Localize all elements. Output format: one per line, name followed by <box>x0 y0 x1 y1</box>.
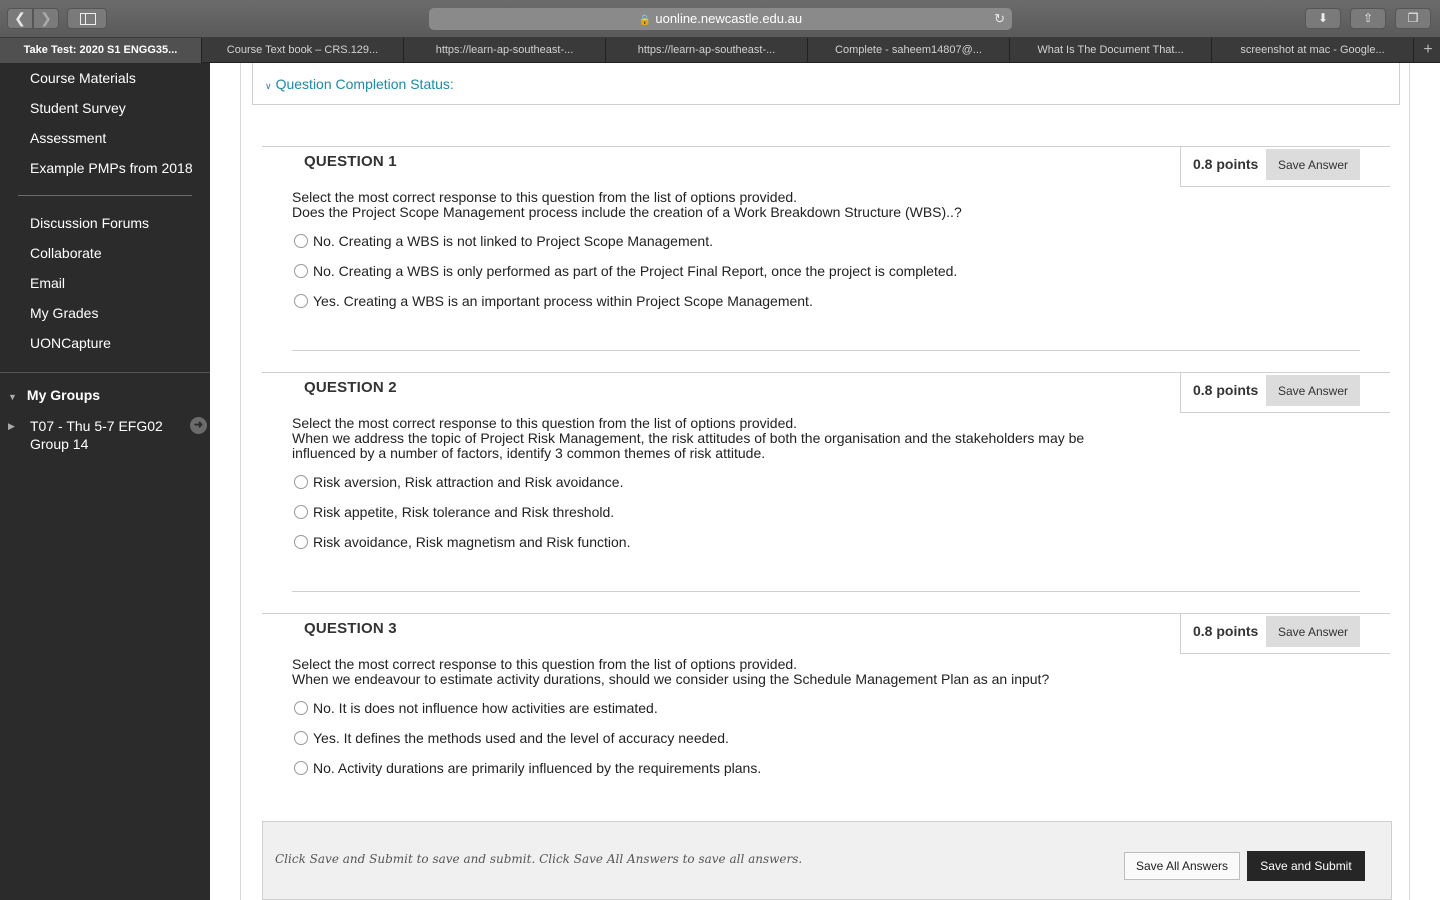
triangle-down-icon: ▼ <box>8 392 17 402</box>
tabs-overview-icon[interactable]: ❐ <box>1395 8 1431 29</box>
answer-option-label: Yes. It defines the methods used and the level of accuracy needed. <box>313 730 729 746</box>
main-content <box>210 63 1440 900</box>
reload-icon[interactable]: ↻ <box>994 11 1005 26</box>
back-icon[interactable]: ❮ <box>7 8 33 29</box>
question-title: QUESTION 2 <box>304 379 397 396</box>
answer-option-label: Risk avoidance, Risk magnetism and Risk function. <box>313 534 631 550</box>
answer-option-label: No. Activity durations are primarily influenced by the requirements plans. <box>313 760 762 776</box>
question-completion-status <box>252 63 1400 105</box>
sidebar-item-collaborate[interactable]: Collaborate <box>30 245 102 261</box>
lock-icon: 🔒 <box>638 15 652 26</box>
question-bottom-divider <box>292 591 1360 592</box>
answer-option-label: No. Creating a WBS is not linked to Project Scope Management. <box>313 233 713 249</box>
radio-button[interactable] <box>294 505 308 519</box>
radio-button[interactable] <box>294 475 308 489</box>
tab-screenshot-google[interactable]: screenshot at mac - Google... <box>1212 38 1414 63</box>
question-text <box>292 657 1092 687</box>
submit-bar <box>262 821 1392 900</box>
radio-button[interactable] <box>294 234 308 248</box>
save-answer-button[interactable]: Save Answer <box>1266 616 1360 647</box>
question-instruction: Select the most correct response to this question from the list of options provided. <box>292 189 798 205</box>
sidebar-item-example-pmps[interactable]: Example PMPs from 2018 <box>30 160 193 176</box>
my-groups-heading[interactable] <box>8 387 100 403</box>
tab-course-text-book[interactable]: Course Text book – CRS.129... <box>202 38 404 63</box>
save-answer-button[interactable]: Save Answer <box>1266 375 1360 406</box>
my-groups-label: My Groups <box>26 387 101 403</box>
question-text <box>292 190 1092 220</box>
question-completion-status-link[interactable] <box>265 76 454 92</box>
sidebar-item-discussion-forums[interactable]: Discussion Forums <box>30 215 150 231</box>
submit-instructions: Click Save and Submit to save and submit. Click Save All Answers to save all answers. <box>275 852 803 866</box>
question-points: 0.8 points <box>1193 623 1259 639</box>
question-text <box>292 416 1092 461</box>
answer-option-label: Risk appetite, Risk tolerance and Risk threshold. <box>313 504 615 520</box>
radio-button[interactable] <box>294 294 308 308</box>
question-instruction: Select the most correct response to this question from the list of options provided. <box>292 415 798 431</box>
question-points: 0.8 points <box>1193 156 1259 172</box>
share-icon[interactable]: ⇧ <box>1350 8 1386 29</box>
tab-what-is-document[interactable]: What Is The Document That... <box>1010 38 1212 63</box>
sidebar-item-student-survey[interactable]: Student Survey <box>30 100 126 116</box>
course-sidebar <box>0 63 210 900</box>
question-instruction: Select the most correct response to this question from the list of options provided. <box>292 656 798 672</box>
save-and-submit-button[interactable]: Save and Submit <box>1247 851 1365 881</box>
test-panel <box>240 63 1410 900</box>
answer-option-label: Risk aversion, Risk attraction and Risk avoidance. <box>313 474 624 490</box>
sidebar-item-email[interactable]: Email <box>30 275 66 291</box>
sidebar-item-uoncapture[interactable]: UONCapture <box>30 335 111 351</box>
tab-learn-1[interactable]: https://learn-ap-southeast-... <box>404 38 606 63</box>
question-points-box <box>1180 372 1390 413</box>
arrow-right-circle-icon[interactable]: ➜ <box>190 417 207 434</box>
question-prompt: When we address the topic of Project Risk Management, the risk attitudes of both the organisation and the stakeholders may be influenced by a number of factors, identify 3 common themes of risk attitude. <box>292 430 1085 461</box>
question-title: QUESTION 1 <box>304 153 397 170</box>
sidebar-toggle-icon[interactable] <box>67 8 107 29</box>
double-chevron-down-icon: ∨ <box>265 81 272 91</box>
question-points-box <box>1180 613 1390 654</box>
radio-button[interactable] <box>294 701 308 715</box>
save-all-answers-button[interactable]: Save All Answers <box>1124 852 1240 880</box>
tab-complete[interactable]: Complete - saheem14807@... <box>808 38 1010 63</box>
url-text: uonline.newcastle.edu.au <box>655 11 803 26</box>
sidebar-item-assessment[interactable]: Assessment <box>30 130 107 146</box>
tab-bar <box>0 38 1440 63</box>
download-icon[interactable]: ⬇ <box>1305 8 1341 29</box>
radio-button[interactable] <box>294 535 308 549</box>
sidebar-item-my-grades[interactable]: My Grades <box>30 305 99 321</box>
tab-learn-2[interactable]: https://learn-ap-southeast-... <box>606 38 808 63</box>
new-tab-button[interactable]: + <box>1423 41 1433 58</box>
question-prompt: Does the Project Scope Management process include the creation of a Work Breakdown Structure (WBS)..? <box>292 204 962 220</box>
sidebar-divider <box>18 195 192 196</box>
group-label: T07 - Thu 5-7 EFG02 Group 14 <box>30 418 163 452</box>
radio-button[interactable] <box>294 761 308 775</box>
answer-option-label: No. It is does not influence how activities are estimated. <box>313 700 658 716</box>
forward-icon[interactable]: ❯ <box>33 8 59 29</box>
answer-option-label: Yes. Creating a WBS is an important process within Project Scope Management. <box>313 293 813 309</box>
address-bar[interactable] <box>429 8 1012 30</box>
question-prompt: When we endeavour to estimate activity durations, should we consider using the Schedule Management Plan as an input? <box>292 671 1050 687</box>
question-bottom-divider <box>292 350 1360 351</box>
radio-button[interactable] <box>294 264 308 278</box>
question-points: 0.8 points <box>1193 382 1259 398</box>
answer-option-label: No. Creating a WBS is only performed as part of the Project Final Report, once the project is completed. <box>313 263 958 279</box>
save-answer-button[interactable]: Save Answer <box>1266 149 1360 180</box>
question-points-box <box>1180 146 1390 187</box>
sidebar-item-course-materials[interactable]: Course Materials <box>30 70 136 86</box>
sidebar-section-divider <box>0 372 210 373</box>
triangle-right-icon: ▶ <box>8 421 15 431</box>
browser-toolbar <box>0 0 1440 38</box>
tab-take-test[interactable]: Take Test: 2020 S1 ENGG35... <box>0 38 202 63</box>
question-title: QUESTION 3 <box>304 620 397 637</box>
radio-button[interactable] <box>294 731 308 745</box>
status-label: Question Completion Status: <box>275 76 454 92</box>
